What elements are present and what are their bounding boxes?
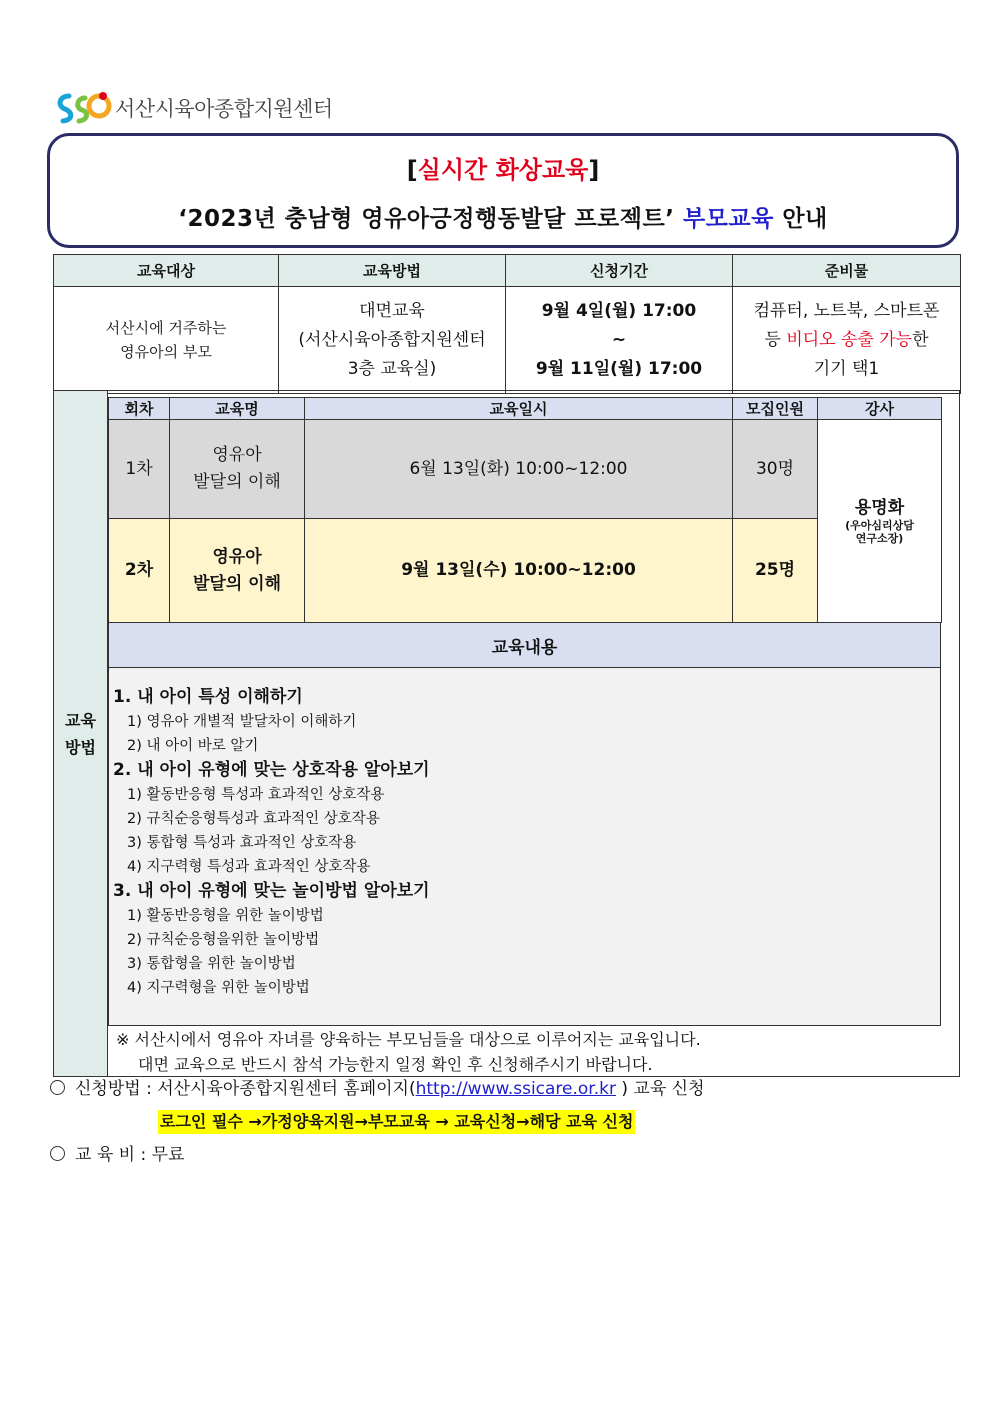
list-item: 4) 지구력형을 위한 놀이방법 bbox=[127, 980, 310, 996]
capacity-cell: 25명 bbox=[733, 519, 818, 623]
period-tilde: ~ bbox=[611, 329, 627, 350]
circle-bullet-icon bbox=[50, 1146, 65, 1161]
content-header: 교육내용 bbox=[108, 622, 941, 668]
apply-text: ) 교육 신청 bbox=[615, 1079, 705, 1099]
datetime-cell: 6월 13일(화) 10:00~12:00 bbox=[305, 420, 733, 519]
content-section bbox=[113, 758, 940, 879]
header-period: 신청기간 bbox=[506, 255, 733, 287]
center-logo bbox=[55, 88, 333, 128]
list-item: 3) 통합형을 위한 놀이방법 bbox=[127, 956, 296, 972]
target-line: 서산시에 거주하는 bbox=[105, 319, 227, 337]
round-cell: 1차 bbox=[109, 420, 170, 519]
section-title: 1. 내 아이 특성 이해하기 bbox=[113, 687, 303, 707]
name-line: 영유아 bbox=[212, 445, 262, 465]
fee-text: 교 육 비 : 무료 bbox=[75, 1145, 185, 1165]
title-line-1 bbox=[50, 150, 956, 185]
supplies-line bbox=[734, 326, 959, 355]
notice-line: 대면 교육으로 반드시 참석 가능한지 일정 확인 후 신청해주시기 바랍니다. bbox=[138, 1055, 653, 1074]
title-box bbox=[47, 133, 959, 248]
circle-bullet-icon bbox=[50, 1080, 65, 1095]
list-item: 3) 통합형 특성과 효과적인 상호작용 bbox=[127, 835, 357, 851]
name-cell bbox=[170, 420, 305, 519]
table-row bbox=[109, 519, 942, 623]
header-target: 교육대상 bbox=[54, 255, 279, 287]
period-start: 9월 4일(월) 17:00 bbox=[541, 300, 697, 321]
supplies-cell bbox=[733, 287, 961, 394]
notice-line: ※ 서산시에서 영유아 자녀를 양육하는 부모님들을 대상으로 이루어지는 교육입니다. bbox=[116, 1030, 701, 1049]
supplies-text: 등 bbox=[764, 329, 787, 350]
header-method: 교육방법 bbox=[279, 255, 506, 287]
apply-method bbox=[50, 1077, 705, 1101]
title-highlight: 실시간 화상교육 bbox=[417, 156, 589, 184]
info-value-row bbox=[54, 287, 961, 394]
title-tail: 안내 bbox=[782, 206, 828, 232]
name-line: 발달의 이해 bbox=[192, 573, 282, 594]
section-title: 3. 내 아이 유형에 맞는 놀이방법 알아보기 bbox=[113, 881, 430, 901]
name-line: 발달의 이해 bbox=[193, 472, 281, 492]
name-line: 영유아 bbox=[212, 546, 262, 567]
logo-text: 서산시육아종합지원센터 bbox=[115, 97, 333, 121]
supplies-line: 컴퓨터, 노트북, 스마트폰 bbox=[753, 300, 940, 321]
list-item: 2) 규칙순응형을위한 놀이방법 bbox=[127, 932, 320, 948]
header-round: 회차 bbox=[109, 398, 170, 420]
method-line: 대면교육 bbox=[359, 300, 425, 321]
datetime-cell: 9월 13일(수) 10:00~12:00 bbox=[305, 519, 733, 623]
method-cell bbox=[279, 287, 506, 394]
schedule-table bbox=[108, 397, 942, 623]
supplies-highlight: 비디오 송출 가능 bbox=[786, 329, 913, 350]
lecturer-cell bbox=[818, 420, 942, 623]
list-item: 1) 활동반응형 특성과 효과적인 상호작용 bbox=[127, 787, 385, 803]
period-cell bbox=[506, 287, 733, 394]
content-section bbox=[113, 879, 940, 1000]
round-cell: 2차 bbox=[109, 519, 170, 623]
target-line: 영유아의 부모 bbox=[120, 343, 212, 361]
title-bracket-open: [ bbox=[406, 156, 418, 184]
education-fee bbox=[50, 1143, 184, 1167]
header-lecturer: 강사 bbox=[818, 398, 942, 420]
schedule-header-row bbox=[109, 398, 942, 420]
method-label bbox=[53, 390, 108, 1077]
list-item: 1) 활동반응형을 위한 놀이방법 bbox=[127, 908, 324, 924]
table-row bbox=[109, 420, 942, 519]
header-supplies: 준비물 bbox=[733, 255, 961, 287]
list-item: 4) 지구력형 특성과 효과적인 상호작용 bbox=[127, 859, 371, 875]
period-end: 9월 11일(월) 17:00 bbox=[535, 358, 703, 379]
title-project: ‘2023년 충남형 영유아긍정행동발달 프로젝트’ bbox=[178, 206, 675, 232]
info-header-row bbox=[54, 255, 961, 287]
name-cell bbox=[170, 519, 305, 623]
lecturer-title-line: (우아심리상담 bbox=[845, 519, 914, 532]
list-item: 2) 내 아이 바로 알기 bbox=[127, 738, 259, 754]
capacity-cell: 30명 bbox=[733, 420, 818, 519]
header-datetime: 교육일시 bbox=[305, 398, 733, 420]
method-label-line: 방법 bbox=[65, 737, 96, 757]
section-title: 2. 내 아이 유형에 맞는 상호작용 알아보기 bbox=[113, 760, 430, 780]
lecturer-name: 용명화 bbox=[854, 498, 905, 518]
list-item: 1) 영유아 개별적 발달차이 이해하기 bbox=[127, 714, 357, 730]
method-line: (서산시육아종합지원센터 bbox=[298, 329, 486, 350]
header-name: 교육명 bbox=[170, 398, 305, 420]
lecturer-title-line: 연구소장) bbox=[855, 532, 904, 545]
notice bbox=[116, 1027, 946, 1077]
title-bracket-close: ] bbox=[588, 156, 600, 184]
lecturer-title bbox=[819, 519, 940, 545]
supplies-line: 기기 택1 bbox=[813, 358, 880, 379]
content-body bbox=[108, 668, 941, 1026]
ssi-logo-icon bbox=[55, 88, 113, 128]
homepage-link[interactable]: http://www.ssicare.or.kr bbox=[415, 1079, 616, 1099]
apply-text: 신청방법 : 서산시육아종합지원센터 홈페이지( bbox=[75, 1079, 416, 1099]
title-parent-education: 부모교육 bbox=[682, 206, 774, 232]
title-line-2 bbox=[50, 200, 956, 233]
method-label-line: 교육 bbox=[65, 710, 96, 730]
supplies-text: 한 bbox=[912, 329, 929, 350]
target-cell bbox=[54, 287, 279, 394]
content-section bbox=[113, 685, 940, 758]
list-item: 2) 규칙순응형특성과 효과적인 상호작용 bbox=[127, 811, 380, 827]
header-capacity: 모집인원 bbox=[733, 398, 818, 420]
apply-flow: 로그인 필수 →가정양육지원→부모교육 → 교육신청→해당 교육 신청 bbox=[158, 1110, 635, 1134]
method-line: 3층 교육실) bbox=[347, 358, 437, 379]
info-table bbox=[53, 254, 961, 394]
